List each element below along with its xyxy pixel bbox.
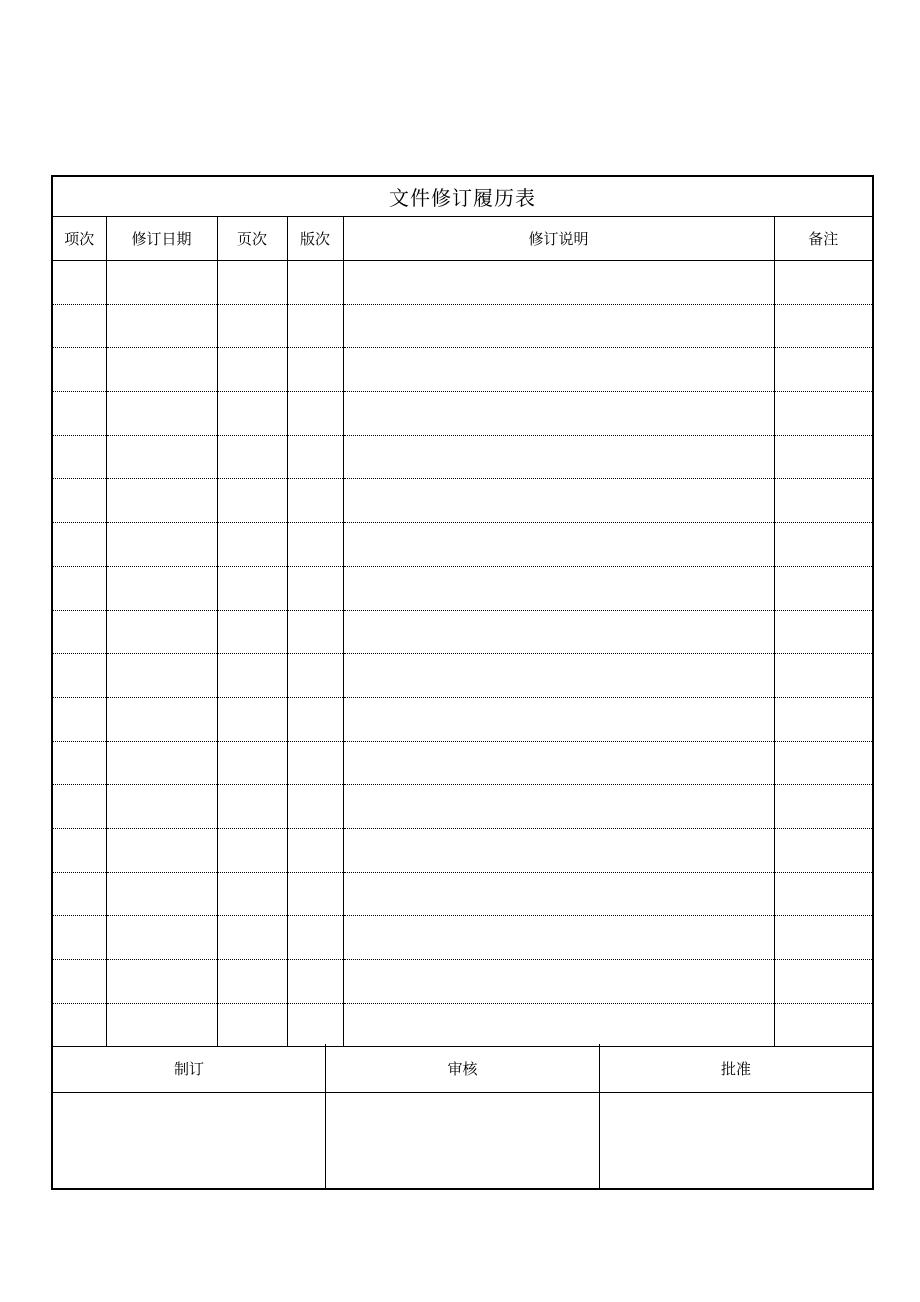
table-row bbox=[53, 479, 872, 523]
cell-page-no[interactable] bbox=[217, 1003, 287, 1047]
cell-remarks[interactable] bbox=[774, 1003, 872, 1047]
table-row bbox=[53, 872, 872, 916]
table-row bbox=[53, 697, 872, 741]
cell-revision-description[interactable] bbox=[343, 960, 774, 1004]
cell-revision-date[interactable] bbox=[106, 479, 217, 523]
cell-revision-description[interactable] bbox=[343, 523, 774, 567]
table-row bbox=[53, 1003, 872, 1047]
cell-version[interactable] bbox=[287, 392, 343, 436]
cell-revision-description[interactable] bbox=[343, 348, 774, 392]
cell-page-no[interactable] bbox=[217, 741, 287, 785]
cell-revision-date[interactable] bbox=[106, 523, 217, 567]
cell-revision-description[interactable] bbox=[343, 435, 774, 479]
table-row bbox=[53, 785, 872, 829]
column-header-remarks: 备注 bbox=[774, 217, 872, 261]
cell-page-no[interactable] bbox=[217, 960, 287, 1004]
table-row bbox=[53, 261, 872, 305]
cell-revision-date[interactable] bbox=[106, 304, 217, 348]
table-row bbox=[53, 304, 872, 348]
cell-page-no[interactable] bbox=[217, 566, 287, 610]
cell-version[interactable] bbox=[287, 741, 343, 785]
table-row bbox=[53, 566, 872, 610]
cell-page-no[interactable] bbox=[217, 435, 287, 479]
revision-history-form bbox=[51, 175, 874, 1190]
table-row bbox=[53, 523, 872, 567]
cell-version[interactable] bbox=[287, 523, 343, 567]
cell-revision-description[interactable] bbox=[343, 1003, 774, 1047]
cell-page-no[interactable] bbox=[217, 785, 287, 829]
cell-item-no[interactable] bbox=[53, 960, 106, 1004]
signoff-section bbox=[53, 1044, 872, 1188]
column-header-page-no: 页次 bbox=[217, 217, 287, 261]
cell-item-no[interactable] bbox=[53, 566, 106, 610]
cell-remarks[interactable] bbox=[774, 392, 872, 436]
cell-remarks[interactable] bbox=[774, 610, 872, 654]
cell-item-no[interactable] bbox=[53, 872, 106, 916]
cell-page-no[interactable] bbox=[217, 610, 287, 654]
table-row bbox=[53, 960, 872, 1004]
column-header-item-no: 项次 bbox=[53, 217, 106, 261]
table-row bbox=[53, 916, 872, 960]
cell-revision-date[interactable] bbox=[106, 435, 217, 479]
cell-version[interactable] bbox=[287, 304, 343, 348]
signoff-field-prepared[interactable] bbox=[53, 1093, 326, 1188]
cell-revision-description[interactable] bbox=[343, 654, 774, 698]
table-row bbox=[53, 610, 872, 654]
cell-revision-date[interactable] bbox=[106, 1003, 217, 1047]
cell-version[interactable] bbox=[287, 479, 343, 523]
cell-revision-description[interactable] bbox=[343, 304, 774, 348]
cell-revision-description[interactable] bbox=[343, 610, 774, 654]
table-row bbox=[53, 741, 872, 785]
cell-page-no[interactable] bbox=[217, 697, 287, 741]
cell-remarks[interactable] bbox=[774, 566, 872, 610]
cell-remarks[interactable] bbox=[774, 741, 872, 785]
signoff-label-prepared: 制订 bbox=[53, 1044, 326, 1093]
cell-revision-date[interactable] bbox=[106, 566, 217, 610]
cell-item-no[interactable] bbox=[53, 828, 106, 872]
column-header-revision-description: 修订说明 bbox=[343, 217, 774, 261]
cell-page-no[interactable] bbox=[217, 654, 287, 698]
cell-page-no[interactable] bbox=[217, 916, 287, 960]
cell-item-no[interactable] bbox=[53, 697, 106, 741]
cell-version[interactable] bbox=[287, 654, 343, 698]
cell-remarks[interactable] bbox=[774, 348, 872, 392]
cell-revision-description[interactable] bbox=[343, 479, 774, 523]
cell-revision-date[interactable] bbox=[106, 654, 217, 698]
cell-version[interactable] bbox=[287, 566, 343, 610]
table-row bbox=[53, 392, 872, 436]
cell-remarks[interactable] bbox=[774, 872, 872, 916]
cell-page-no[interactable] bbox=[217, 304, 287, 348]
cell-revision-date[interactable] bbox=[106, 785, 217, 829]
cell-remarks[interactable] bbox=[774, 828, 872, 872]
cell-item-no[interactable] bbox=[53, 435, 106, 479]
cell-version[interactable] bbox=[287, 348, 343, 392]
cell-item-no[interactable] bbox=[53, 785, 106, 829]
cell-version[interactable] bbox=[287, 261, 343, 305]
cell-item-no[interactable] bbox=[53, 523, 106, 567]
column-header-version: 版次 bbox=[287, 217, 343, 261]
cell-revision-description[interactable] bbox=[343, 872, 774, 916]
cell-page-no[interactable] bbox=[217, 348, 287, 392]
cell-revision-description[interactable] bbox=[343, 566, 774, 610]
cell-item-no[interactable] bbox=[53, 916, 106, 960]
cell-item-no[interactable] bbox=[53, 741, 106, 785]
cell-item-no[interactable] bbox=[53, 304, 106, 348]
cell-remarks[interactable] bbox=[774, 304, 872, 348]
column-header-revision-date: 修订日期 bbox=[106, 217, 217, 261]
cell-revision-date[interactable] bbox=[106, 261, 217, 305]
table-row bbox=[53, 348, 872, 392]
cell-version[interactable] bbox=[287, 828, 343, 872]
cell-version[interactable] bbox=[287, 872, 343, 916]
cell-revision-date[interactable] bbox=[106, 348, 217, 392]
cell-version[interactable] bbox=[287, 785, 343, 829]
cell-item-no[interactable] bbox=[53, 610, 106, 654]
cell-revision-description[interactable] bbox=[343, 392, 774, 436]
revision-table bbox=[53, 217, 872, 1047]
cell-revision-date[interactable] bbox=[106, 916, 217, 960]
form-title: 文件修订履历表 bbox=[53, 177, 872, 217]
cell-revision-description[interactable] bbox=[343, 828, 774, 872]
cell-page-no[interactable] bbox=[217, 523, 287, 567]
cell-item-no[interactable] bbox=[53, 261, 106, 305]
cell-revision-description[interactable] bbox=[343, 785, 774, 829]
cell-page-no[interactable] bbox=[217, 828, 287, 872]
cell-revision-date[interactable] bbox=[106, 610, 217, 654]
cell-remarks[interactable] bbox=[774, 697, 872, 741]
cell-revision-description[interactable] bbox=[343, 741, 774, 785]
cell-revision-date[interactable] bbox=[106, 697, 217, 741]
cell-revision-date[interactable] bbox=[106, 741, 217, 785]
cell-item-no[interactable] bbox=[53, 479, 106, 523]
cell-version[interactable] bbox=[287, 697, 343, 741]
cell-remarks[interactable] bbox=[774, 261, 872, 305]
cell-remarks[interactable] bbox=[774, 960, 872, 1004]
cell-version[interactable] bbox=[287, 1003, 343, 1047]
signoff-field-reviewed[interactable] bbox=[326, 1093, 600, 1188]
table-row bbox=[53, 828, 872, 872]
cell-item-no[interactable] bbox=[53, 392, 106, 436]
cell-revision-date[interactable] bbox=[106, 960, 217, 1004]
signoff-field-approved[interactable] bbox=[600, 1093, 872, 1188]
cell-remarks[interactable] bbox=[774, 523, 872, 567]
cell-version[interactable] bbox=[287, 916, 343, 960]
cell-remarks[interactable] bbox=[774, 435, 872, 479]
cell-remarks[interactable] bbox=[774, 916, 872, 960]
cell-remarks[interactable] bbox=[774, 654, 872, 698]
signoff-label-approved: 批准 bbox=[600, 1044, 872, 1093]
cell-revision-date[interactable] bbox=[106, 828, 217, 872]
cell-version[interactable] bbox=[287, 610, 343, 654]
table-header-row bbox=[53, 217, 872, 261]
cell-page-no[interactable] bbox=[217, 392, 287, 436]
cell-item-no[interactable] bbox=[53, 348, 106, 392]
cell-item-no[interactable] bbox=[53, 1003, 106, 1047]
table-row bbox=[53, 654, 872, 698]
cell-remarks[interactable] bbox=[774, 785, 872, 829]
cell-revision-date[interactable] bbox=[106, 392, 217, 436]
cell-version[interactable] bbox=[287, 960, 343, 1004]
cell-remarks[interactable] bbox=[774, 479, 872, 523]
table-row bbox=[53, 435, 872, 479]
signoff-label-reviewed: 审核 bbox=[326, 1044, 600, 1093]
cell-revision-date[interactable] bbox=[106, 872, 217, 916]
cell-page-no[interactable] bbox=[217, 479, 287, 523]
cell-revision-description[interactable] bbox=[343, 697, 774, 741]
cell-revision-description[interactable] bbox=[343, 916, 774, 960]
cell-page-no[interactable] bbox=[217, 872, 287, 916]
cell-page-no[interactable] bbox=[217, 261, 287, 305]
cell-revision-description[interactable] bbox=[343, 261, 774, 305]
cell-version[interactable] bbox=[287, 435, 343, 479]
cell-item-no[interactable] bbox=[53, 654, 106, 698]
